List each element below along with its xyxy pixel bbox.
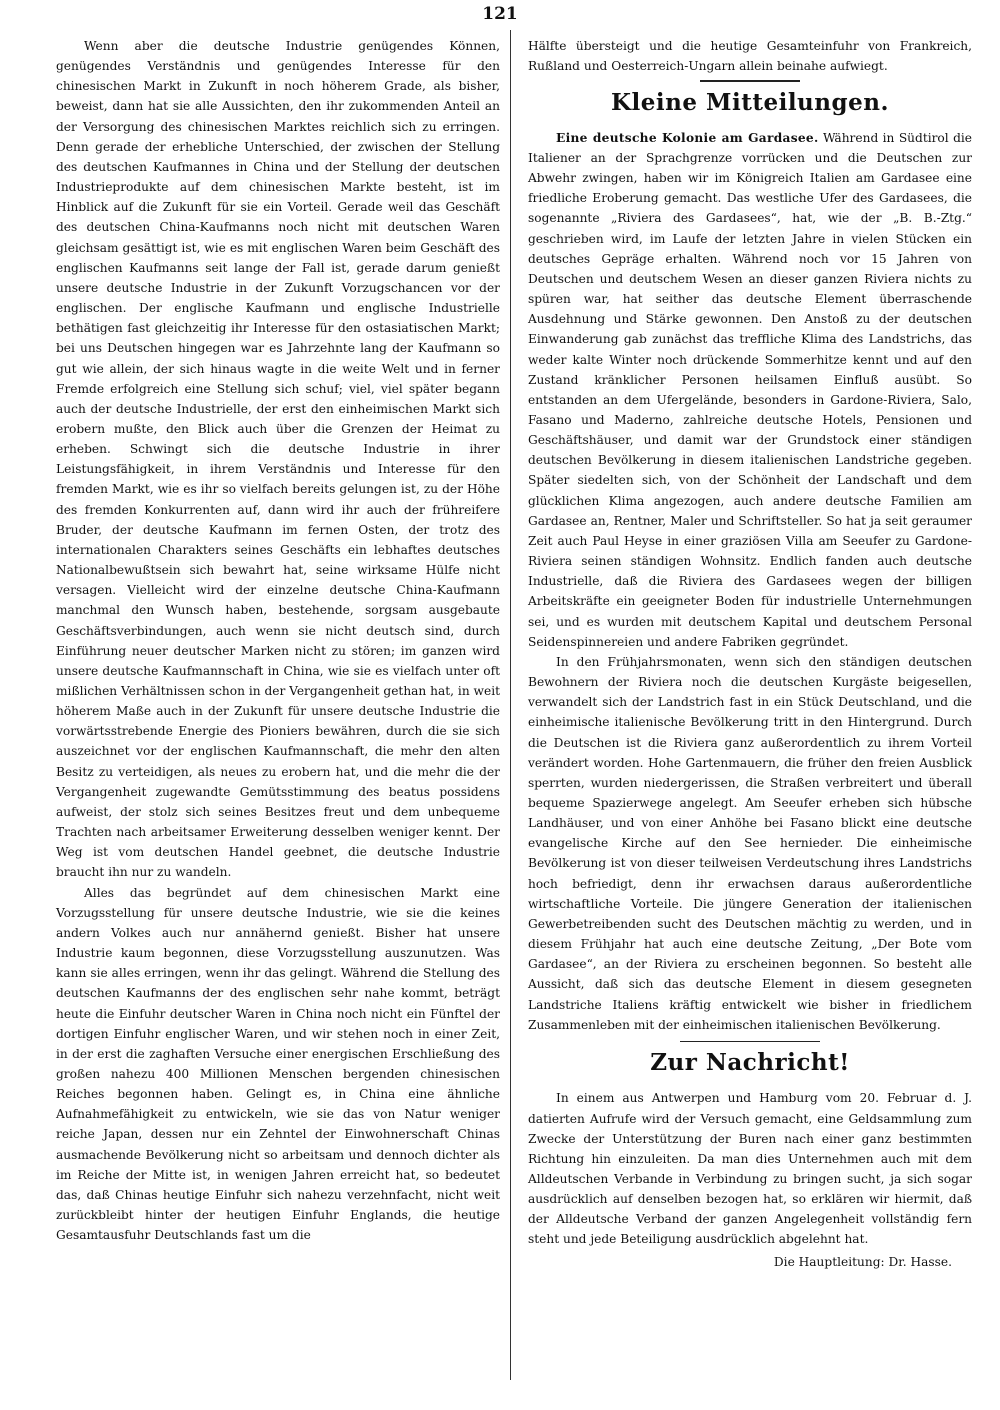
article-paragraph-2: In den Frühjahrsmonaten, wenn sich den ständigen deutschen Bewohnern der Riviera noch die deutschen Kurgäste beigesellen, verwandelt sich der Landstrich fast in ein Stück Deutschland, und die einheimische italienische Bevölkerung tritt in den Hintergrund. Durch die Deutschen ist die Riviera ganz außerordentlich zu ihrem Vorteil verändert worden. Hohe Gartenmauern, die früher den freien Ausblick sperrten, wurden niedergerissen, die Straßen verbreitert und überall bequeme Spazierwege angelegt. Am Seeufer erheben sich hübsche Landhäuser, und von einer Anhöhe bei Fasano blickt eine deutsche evangelische Kirche auf den See hernieder. Die einheimische Bevölkerung ist von dieser teilweisen Verdeutschung ihres Landstrichs hoch befriedigt, denn ihr erwachsen daraus außerordentliche wirtschaftliche Vorteile. Die jüngere Generation der italienischen Gewerbetreibenden sucht des Deutschen mächtig zu werden, und in diesem Frühjahr hat auch eine deutsche Zeitung, „Der Bote vom Gardasee“, an der Riviera zu erscheinen begonnen. So besteht alle Aussicht, daß sich das deutsche Element in diesem gesegneten Landstriche Italiens kräftig entwickelt wie bisher in friedlichem Zusammenleben mit der einheimischen italienischen Bevölkerung. [528,654,972,1032]
signature: Die Hauptleitung: Dr. Hasse. [773,1254,952,1269]
notice-paragraph: In einem aus Antwerpen und Hamburg vom 20. Februar d. J. datierten Aufrufe wird der Versuch gemacht, eine Geldsammlung zum Zwecke der Unterstützung der Buren nach einer ganz bestimmten Richtung hin einzuleiten. Da man dies Unternehmen auch mit dem Alldeutschen Verbande in Verbindung zu bringen sucht, ja sich sogar ausdrücklich auf denselben bezogen hat, so erklären wir hiermit, daß der Alldeutsche Verband der ganzen Angelegenheit vollständig fern steht und jede Beteiligung ausdrücklich abgelehnt hat. [528,1091,972,1247]
left-column [56,36,500,1245]
article-runin-title: Eine deutsche Kolonie am Gardasee. [556,130,819,145]
left-paragraph-2: Alles das begründet auf dem chinesischen Markt eine Vorzugsstellung für unsere deutsche Industrie, wie sie die keines andern Volkes auch nur annähernd genießt. Bisher hat unsere Industrie kaum begonnen, diese Vorzugsstellung auszunutzen. Was kann sie alles erringen, wenn ihr das gelingt. Während die Stellung des deutschen Kaufmanns der des englischen sehr nahe kommt, beträgt heute die Einfuhr deutscher Waren in China noch nicht ein Fünftel der dortigen Einfuhr englischer Waren, und wir stehen noch in einer Zeit, in der erst die zaghaften Versuche einer energischen Erschließung des großen nahezu 400 Millionen Menschen bergenden chinesischen Reiches begonnen haben. Gelingt es, in China eine ähnliche Aufnahmefähigkeit zu entwickeln, wie sie das von Natur weniger reiche Japan, dessen nur ein Zehntel der Einwohnerschaft Chinas ausmachende Bevölkerung nicht so arbeitsam und dennoch dichter als im Reiche der Mitte ist, in wenigen Jahren erreicht hat, so bedeutet das, daß Chinas heutige Einfuhr sich nahezu verzehnfacht, nicht weit zurückbleibt hinter der heutigen Einfuhr Englands, die heutige Gesamtausfuhr Deutschlands fast um die [56,885,500,1243]
section-separator-2 [680,1041,820,1043]
section-separator [700,80,800,82]
article-paragraph-1 [528,128,972,652]
section-heading-zur-nachricht: Zur Nachricht! [650,1049,850,1077]
article-paragraph-1-body: Während in Südtirol die Italiener an der Sprachgrenze vorrücken und die Deutschen zur Abwehr zwingen, haben wir im Königreich Italien am Gardasee eine friedliche Eroberung gemacht. Das westliche Ufer des Gardasees, die sogenannte „Riviera des Gardasees“, hat, wie der „B. B.-Ztg.“ geschrieben wird, im Laufe der letzten Jahre in vielen Stücken ein deutsches Gepräge erhalten. Während noch vor 15 Jahren von Deutschen und deutschem Wesen an dieser ganzen Riviera nichts zu spüren war, hat seither das deutsche Element überraschende Ausdehnung und Stärke gewonnen. Den Anstoß zu der deutschen Einwanderung gab zunächst das treffliche Klima des Landstrichs, das weder kalte Winter noch drückende Sommerhitze kennt und auf den Zustand kränklicher Personen heilsamen Einfluß ausübt. So entstanden an dem Ufergelände, besonders in Gardone-Riviera, Salo, Fasano und Maderno, zahlreiche deutsche Hotels, Pensionen und Geschäftshäuser, und damit war der Grundstock einer ständigen deutschen Bevölkerung in diesem italienischen Landstriche gegeben. Später siedelten sich, von der Schönheit der Landschaft und dem glücklichen Klima angezogen, auch andere deutsche Familien am Gardasee an, Rentner, Maler und Schriftsteller. So hat ja seit geraumer Zeit auch Paul Heyse in einer graziösen Villa am Seeufer zu Gardone-Riviera seinen ständigen Wohnsitz. Endlich fanden auch deutsche Industrielle, daß die Riviera des Gardasees wegen der billigen Arbeitskräfte ein geeigneter Boden für industrielle Unternehmungen sei, und es wurden mit deutschem Kapital und deutschem Personal Seidenspinnereien und andere Fabriken gegründet. [528,130,972,649]
page-number: 121 [482,4,518,24]
continuation-text: Hälfte übersteigt und die heutige Gesamteinfuhr von Frankreich, Rußland und Oesterreich-Ungarn allein beinahe aufwiegt. [528,39,972,74]
left-paragraph-1: Wenn aber die deutsche Industrie genügendes Können, genügendes Verständnis und genügendes Interesse für den chinesischen Markt in Zukunft in noch höherem Grade, als bisher, beweist, dann hat sie alle Aussichten, den ihr zukommenden Anteil an der Versorgung des chinesischen Marktes reichlich sich zu erringen. Denn gerade der erhebliche Unterschied, der zwischen der Stellung des deutschen Kaufmannes in China und der Stellung der deutschen Industrieprodukte auf dem chinesischen Markte besteht, ist im Hinblick auf die Zukunft für sie ein Vorteil. Gerade weil das Geschäft des deutschen China-Kaufmanns noch nicht mit deutschen Waren gleichsam gesättigt ist, wie es mit englischen Waren beim Geschäft des englischen Kaufmanns seit lange der Fall ist, gerade darum genießt unsere deutsche Industrie in der Zukunft Vorzugschancen vor der englischen. Der englische Kaufmann und englische Industrielle bethätigen fast gleichzeitig ihr Interesse für den ostasiatischen Markt; bei uns Deutschen hingegen war es Jahrzehnte lang der Kaufmann so gut wie allein, der sich hinaus wagte in die weite Welt und in ferner Fremde erfolgreich eine Stellung sich schuf; viel, viel später begann auch der deutsche Industrielle, der erst den einheimischen Markt sich erobern mußte, den Blick auch über die Grenzen der Heimat zu erheben. Schwingt sich die deutsche Industrie in ihrer Leistungsfähigkeit, in ihrem Verständnis und Interesse für den fremden Markt, wie es ihr so vielfach bereits gelungen ist, zu der Höhe des fremden Konkurrenten auf, dann wird ihr auch der frühreifere Bruder, der deutsche Kaufmann im fernen Osten, der trotz des internationalen Charakters seines Geschäfts ein lebhaftes deutsches Nationalbewußtsein sich bewahrt hat, seine wirksame Hülfe nicht versagen. Vielleicht wird der einzelne deutsche China-Kaufmann manchmal den Wunsch haben, bestehende, sorgsam ausgebaute Geschäftsverbindungen, auch wenn sie nicht deutsch sind, durch Einführung neuer deutscher Marken nicht zu stören; im ganzen wird unsere deutsche Kaufmannschaft in China, wie sie es vielfach unter oft mißlichen Verhältnissen schon in der Vergangenheit gethan hat, in weit höherem Maße auch in der Zukunft für unsere deutsche Industrie die vorwärtsstrebende Energie des Pioniers bewähren, durch die sie sich auszeichnet vor der englischen Kaufmannschaft, die mehr den alten Besitz zu verteidigen, als neues zu erobern hat, und die mehr die der Vergangenheit zugewandte Gemütsstimmung des beatus possidens aufweist, der stolz sich seines Besitzes freut und dem unbequeme Trachten nach arbeitsamer Erweiterung desselben weniger kennt. Der Weg ist vom deutschen Handel geebnet, die deutsche Industrie braucht ihn nur zu wandeln. [56,39,500,880]
right-column [528,36,972,1272]
column-divider [510,30,511,1380]
section-heading-kleine-mitteilungen: Kleine Mitteilungen. [611,88,889,116]
